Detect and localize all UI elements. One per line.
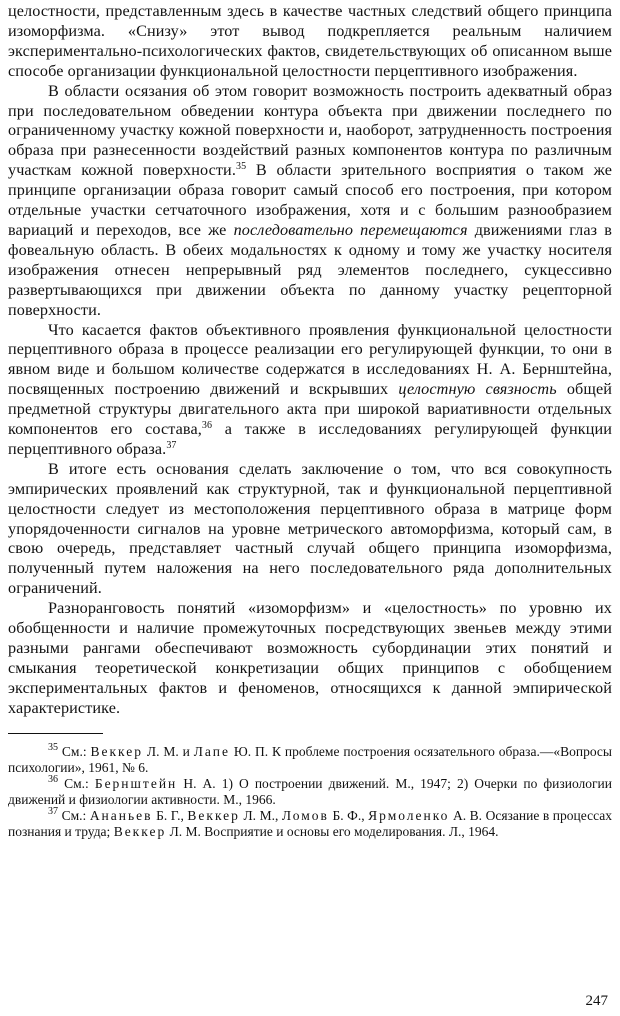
text-run: Что касается фактов объективного проявления функциональной целостности перцептивного образа в процессе реализации его регулирующей функции, то они в явном виде и большом количестве содержатся в исследованиях Н. А. Бернштейна, посвященных построению движений и вскрывших	[8, 320, 612, 399]
text-run: В области зрительного восприятия о таком же принципе организации образа говорит самый способ его построения, при котором отдельные участки сетчаточного изображения, хотя и с большим разнообразием вариаций и переходов, все же	[8, 161, 612, 239]
author-name: Бернштейн	[94, 775, 178, 791]
footnote-ref: 35	[48, 741, 58, 753]
footnote	[8, 805, 612, 840]
author-name: Ярмоленко	[368, 807, 450, 823]
footnote-ref: 37	[48, 805, 58, 817]
footnotes	[8, 741, 612, 840]
text-run: Л. М.,	[239, 807, 282, 823]
text-run: Л. М. Восприятие и основы его моделирования. Л., 1964.	[166, 823, 499, 839]
author-name: Лапе	[193, 743, 230, 759]
footnote-separator	[8, 733, 103, 734]
text-run: В области осязания об этом говорит возможность построить адекватный образ при последовательном обведении контура объекта при движении последнего по ограниченному участку кожной поверхности и, наоборот, затрудненность построения образа при разнесенности воздействий разных компонентов контура по различным участкам кожной поверхности.	[8, 81, 612, 180]
text-run: См.:	[58, 775, 95, 791]
text-run: Б. Ф.,	[328, 807, 369, 823]
text-run: См.:	[58, 743, 91, 759]
text-run: Н. А. 1) О построении движений. М., 1947; 2) Очерки по физиологии движений и физиологии активности. М., 1966.	[8, 775, 612, 807]
footnote-ref: 36	[201, 420, 213, 432]
footnote-ref: 35	[235, 161, 247, 173]
footnote-ref: 37	[166, 439, 177, 451]
text-run: Л. М. и	[143, 743, 194, 759]
footnote	[8, 773, 612, 808]
paragraph	[8, 321, 612, 460]
paragraph	[8, 460, 612, 599]
footnote	[8, 741, 612, 776]
author-name: Веккер	[113, 823, 167, 839]
text-run: а также в исследованиях регулирующей функции перцептивного образа.	[8, 420, 612, 458]
text-run: целостности, представленным здесь в качестве частных следствий общего принципа изоморфизма. «Снизу» этот вывод подкрепляется реальным наличием экспериментально-психологических фактов, свидетельствующих об описанном выше способе организации функциональной целостности перцептивного изображения.	[8, 2, 612, 80]
text-run: Б. Г.,	[152, 807, 188, 823]
author-name: Веккер	[90, 743, 144, 759]
text-run: См.:	[58, 807, 90, 823]
paragraph	[8, 599, 612, 718]
text-run: движениями глаз в фовеальную область. В обеих модальностях к одному и тому же участку носителя изображения отнесен непрерывный ряд элементов последнего, сукцессивно развертывающихся при движении объекта по данному участку рецепторной поверхности.	[8, 220, 612, 319]
italic-emphasis: целостную связность	[398, 380, 557, 399]
text-run: Ю. П. К проблеме построения осязательного образа.—«Вопросы психологии», 1961, № 6.	[8, 743, 612, 775]
italic-emphasis: последовательно перемещаются	[233, 220, 468, 239]
text-run: А. В. Осязание в процессах познания и труда;	[8, 807, 612, 839]
page-number: 247	[585, 993, 608, 1009]
author-name: Ломов	[281, 807, 329, 823]
footnote-ref: 36	[48, 773, 58, 785]
paragraph	[8, 2, 612, 82]
main-text	[8, 2, 612, 719]
text-run: общей предметной структуры двигательного акта при широкой вариативности отдельных компонентов его состава,	[8, 380, 612, 439]
author-name: Ананьев	[89, 807, 153, 823]
author-name: Веккер	[187, 807, 240, 823]
text-run: Разноранговость понятий «изоморфизм» и «целостность» по уровню их обобщенности и наличие промежуточных посредствующих звеньев между этими разными рангами обеспечивают возможность субординации этих понятий и смыкания теоретической конкретизации общих принципов с обобщением экспериментальных фактов и феноменов, относящихся к данной эмпирической характеристике.	[8, 599, 612, 717]
text-run: В итоге есть основания сделать заключение о том, что вся совокупность эмпирических проявлений как структурной, так и функциональной перцептивной целостности следует из местоположения перцептивного образа в матрице форм упорядоченности сигналов на уровне метрического автоморфизма, который сам, в свою очередь, представляет частный случай общего принципа изоморфизма, полученный путем наложения на него последовательного ряда дополнительных ограничений.	[8, 459, 612, 598]
paragraph	[8, 82, 612, 321]
